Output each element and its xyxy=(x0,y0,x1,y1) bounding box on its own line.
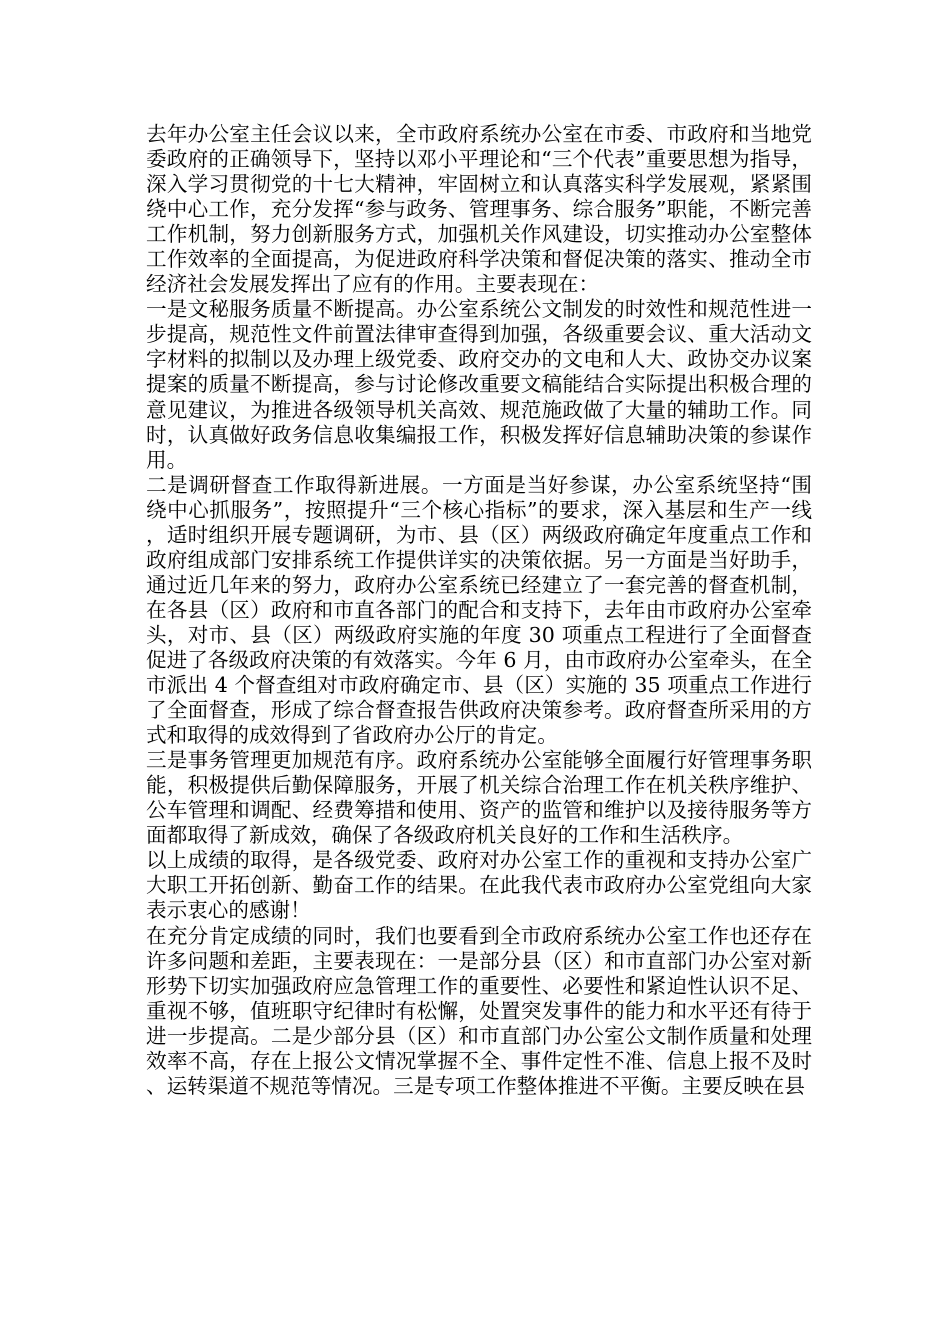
paragraph-problems: 在充分肯定成绩的同时，我们也要看到全市政府系统办公室工作也还存在许多问题和差距，主要表现在：一是部分县（区）和市直部门办公室对新形势下切实加强政府应急管理工作的重要性、必要性和紧迫性认识不足、重视不够，值班职守纪律时有松懈，处置突发事件的能力和水平还有待于进一步提高。二是少部分县（区）和市直部门办公室公文制作质量和处理效率不高，存在上报公文情况掌握不全、事件定性不准、信息上报不及时、运转渠道不规范等情况。三是专项工作整体推进不平衡。主要反映在县 xyxy=(146,923,812,1098)
paragraph-research-supervision: 二是调研督查工作取得新进展。一方面是当好参谋，办公室系统坚持“围绕中心抓服务”，按照提升“三个核心指标”的要求，深入基层和生产一线，适时组织开展专题调研，为市、县（区）两级政府确定年度重点工作和政府组成部门安排系统工作提供详实的决策依据。另一方面是当好助手，通过近几年来的努力，政府办公室系统已经建立了一套完善的督查机制，在各县（区）政府和市直各部门的配合和支持下，去年由市政府办公室牵头，对市、县（区）两级政府实施的年度 30 项重点工程进行了全面督查促进了各级政府决策的有效落实。今年 6 月，由市政府办公室牵头，在全市派出 4 个督查组对市政府确定市、县（区）实施的 35 项重点工作进行了全面督查，形成了综合督查报告供政府决策参考。政府督查所采用的方式和取得的成效得到了省政府办公厅的肯定。 xyxy=(146,472,812,748)
paragraph-secretarial-service: 一是文秘服务质量不断提高。办公室系统公文制发的时效性和规范性进一步提高，规范性文件前置法律审查得到加强，各级重要会议、重大活动文字材料的拟制以及办理上级党委、政府交办的文电和人大、政协交办议案提案的质量不断提高，参与讨论修改重要文稿能结合实际提出积极合理的意见建议，为推进各级领导机关高效、规范施政做了大量的辅助工作。同时，认真做好政务信息收集编报工作，积极发挥好信息辅助决策的参谋作用。 xyxy=(146,297,812,472)
document-body xyxy=(146,122,812,1099)
paragraph-acknowledgement: 以上成绩的取得，是各级党委、政府对办公室工作的重视和支持办公室广大职工开拓创新、勤奋工作的结果。在此我代表市政府办公室党组向大家表示衷心的感谢！ xyxy=(146,848,812,923)
paragraph-affairs-management: 三是事务管理更加规范有序。政府系统办公室能够全面履行好管理事务职能，积极提供后勤保障服务，开展了机关综合治理工作在机关秩序维护、公车管理和调配、经费筹措和使用、资产的监管和维护以及接待服务等方面都取得了新成效，确保了各级政府机关良好的工作和生活秩序。 xyxy=(146,748,812,848)
paragraph-intro: 去年办公室主任会议以来，全市政府系统办公室在市委、市政府和当地党委政府的正确领导下，坚持以邓小平理论和“三个代表”重要思想为指导，深入学习贯彻党的十七大精神，牢固树立和认真落实科学发展观，紧紧围绕中心工作，充分发挥“参与政务、管理事务、综合服务”职能，不断完善工作机制，努力创新服务方式，加强机关作风建设，切实推动办公室整体工作效率的全面提高，为促进政府科学决策和督促决策的落实、推动全市经济社会发展发挥出了应有的作用。主要表现在： xyxy=(146,122,812,297)
